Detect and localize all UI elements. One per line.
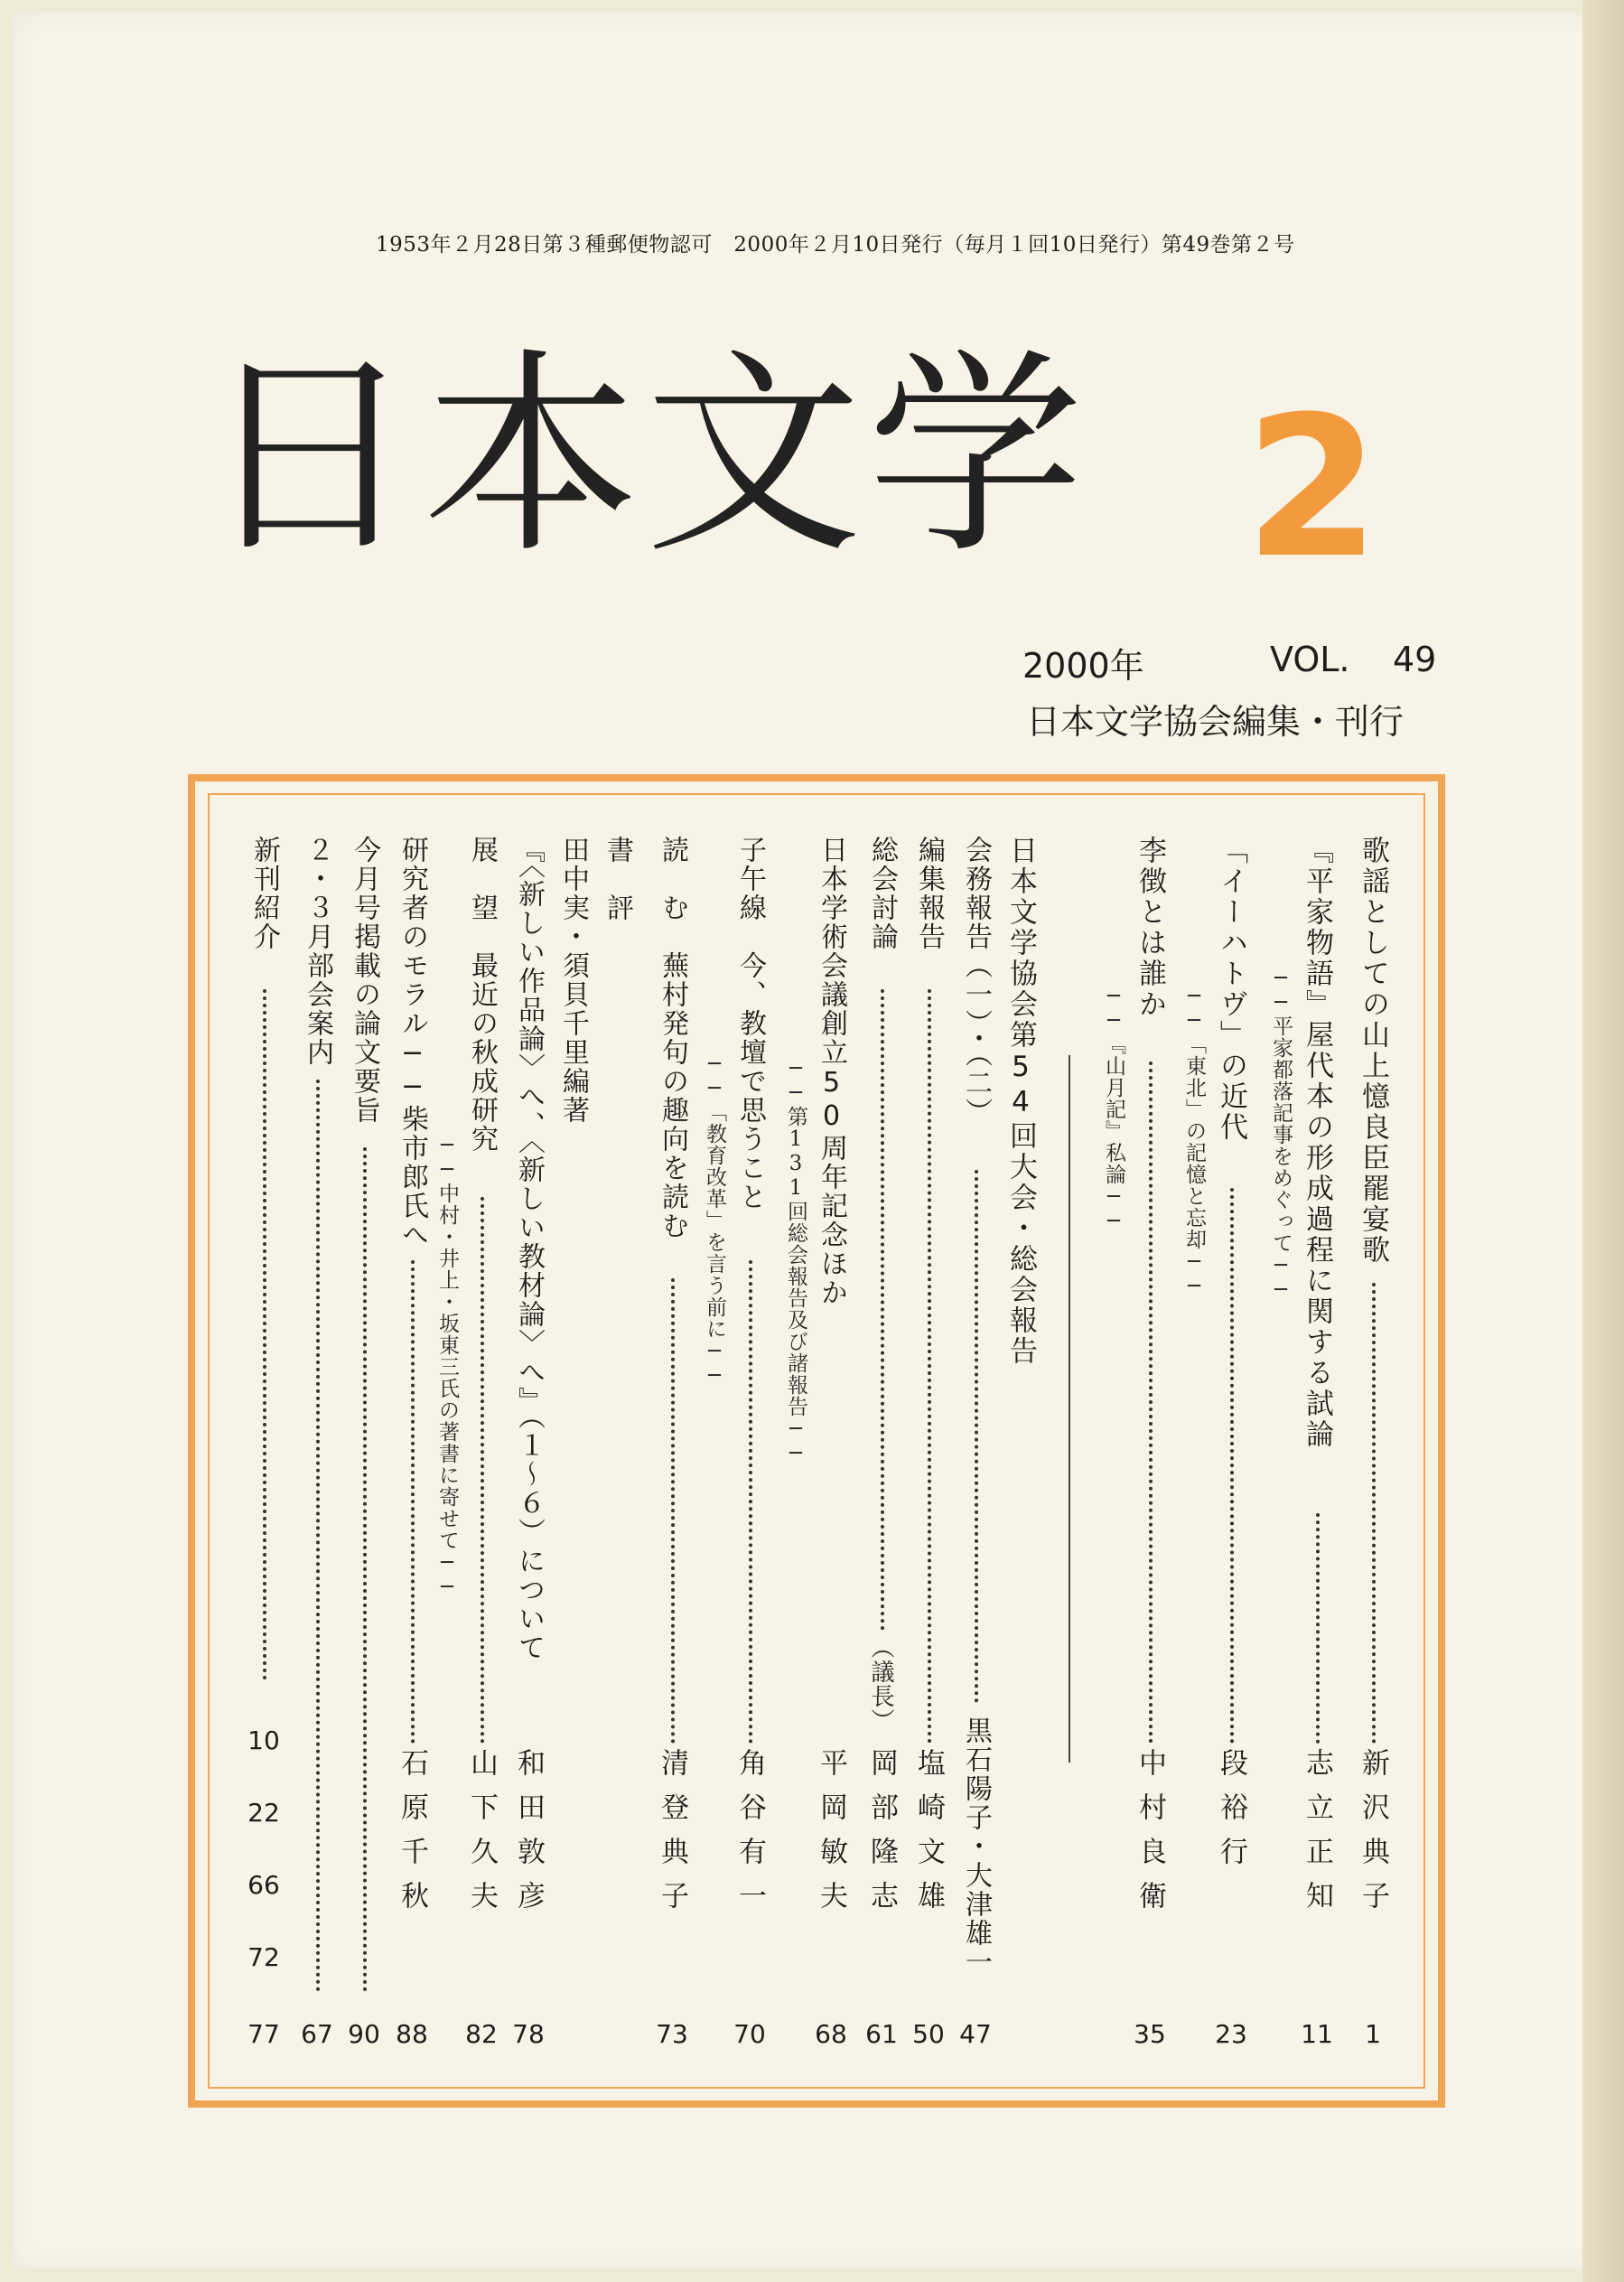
toc-entry-title: 展 望 最近の秋成研究 <box>466 836 498 1154</box>
toc-entry-title: 会務報告（一）・（二） <box>960 836 992 1127</box>
toc-entry-page: 82 <box>465 2019 498 2049</box>
leader-dots <box>316 1080 320 1992</box>
volume-label: VOL. <box>1270 640 1350 679</box>
toc-entry-title: 李徴とは誰か <box>1134 836 1166 1020</box>
leader-dots <box>1372 1283 1376 1744</box>
toc-entry-title: 研究者のモラル──柴市郎氏へ <box>397 836 428 1249</box>
leader-dots <box>975 1170 978 1703</box>
leader-dots <box>671 1278 675 1744</box>
leader-dots <box>928 989 931 1744</box>
toc-entry-subtitle: ──「東北」の記憶と忘却── <box>1182 985 1206 1299</box>
toc-entry-title: 日本学術会議創立50周年記念ほか <box>816 836 847 1307</box>
toc-entry-page: 68 <box>815 2019 847 2049</box>
toc-entry-page: 1 <box>1365 2019 1381 2049</box>
leader-dots <box>1149 1062 1153 1744</box>
toc-entry-author: 段裕行 <box>1215 1748 1247 1881</box>
toc-entry-title: 「イーハトヴ」の近代 <box>1215 836 1247 1143</box>
toc-entry-title: 書 評 <box>602 836 633 922</box>
toc-entry-author: 志立正知 <box>1301 1748 1333 1925</box>
toc-entry-page: 22 <box>247 1798 280 1828</box>
toc-entry-title: 新刊紹介 <box>248 836 280 951</box>
toc-entry-author: 清登典子 <box>656 1748 688 1925</box>
toc-entry-page: 88 <box>396 2019 428 2049</box>
toc-entry-author: 新沢典子 <box>1357 1748 1389 1925</box>
toc-entry-title: 『〈新しい作品論〉へ、〈新しい教材論〉へ』（１〜６）について <box>513 836 545 1662</box>
toc-entry-title: 日本文学協会第54回大会・総会報告 <box>1004 836 1037 1367</box>
toc-entry-page: 77 <box>247 2019 280 2049</box>
leader-dots <box>263 989 266 1680</box>
toc-entry-page: 90 <box>348 2019 380 2049</box>
toc-entry-page: 10 <box>247 1726 280 1755</box>
toc-entry-author: 和田敦彦 <box>512 1748 545 1925</box>
toc-entry-author: 中村良衛 <box>1134 1748 1166 1925</box>
leader-dots <box>749 1260 752 1744</box>
toc-entry-page: 23 <box>1215 2019 1247 2049</box>
journal-title: 日本文学 <box>201 330 1090 583</box>
toc-entry-title: 総会討論 <box>866 836 898 951</box>
toc-entry-title: 子午線 今、教壇で思うこと <box>734 836 766 1211</box>
toc-entry-title: ２・３月部会案内 <box>302 836 333 1067</box>
toc-entry-page: 73 <box>656 2019 688 2049</box>
toc-entry-author: 黒石陽子・大津雄一 <box>960 1716 992 1977</box>
toc-entry-title: 読 む 蕪村発句の趣向を読む <box>657 836 688 1240</box>
toc-entry-page: 61 <box>865 2019 898 2049</box>
leader-dots <box>881 989 884 1631</box>
toc-entry-page: 66 <box>247 1870 280 1900</box>
toc-entry-author: 山下久夫 <box>465 1748 498 1925</box>
toc-entry-page: 47 <box>959 2019 992 2049</box>
volume-number: 49 <box>1393 640 1437 679</box>
publication-year: 2000年 <box>1022 646 1144 686</box>
toc-entry-subtitle: ──第131回総会報告及び諸報告── <box>784 1057 807 1466</box>
toc-entry-page: 35 <box>1134 2019 1166 2049</box>
toc-entry-page: 11 <box>1301 2019 1333 2049</box>
toc-entry-subtitle: ──『山月記』私論── <box>1102 985 1125 1234</box>
publisher-line: 日本文学協会編集・刊行 <box>1026 702 1405 742</box>
chairperson-label: （議長） <box>867 1635 894 1733</box>
leader-dots <box>363 1147 367 1992</box>
toc-entry-title: 『平家物語』屋代本の形成過程に関する試論 <box>1301 836 1333 1450</box>
leader-dots <box>1230 1188 1234 1744</box>
issue-number: 2 <box>1245 374 1380 601</box>
toc-entry-title: 今月号掲載の論文要旨 <box>349 836 380 1125</box>
toc-entry-author: 塩崎文雄 <box>912 1748 945 1925</box>
leader-dots <box>481 1197 484 1744</box>
toc-entry-author: 石原千秋 <box>396 1748 428 1925</box>
toc-entry-author: 岡部隆志 <box>865 1748 898 1925</box>
postal-permit-line: 1953年２月28日第３種郵便物認可 2000年２月10日発行（毎月１回10日発行）第49巻第２号 <box>376 233 1295 257</box>
toc-column-divider <box>1069 1055 1070 1763</box>
toc-entry-title: 田中実・須貝千里編著 <box>557 836 589 1125</box>
toc-entry-subtitle: ──中村・井上・坂東三氏の著書に寄せて── <box>435 1134 459 1600</box>
toc-entry-page: 78 <box>512 2019 545 2049</box>
toc-entry-title: 歌謡としての山上憶良臣罷宴歌 <box>1357 836 1389 1266</box>
leader-dots <box>1316 1513 1320 1744</box>
cover-spine-edge <box>1582 0 1624 2282</box>
toc-entry-page: 72 <box>247 1942 280 1972</box>
toc-entry-author: 角谷有一 <box>733 1748 766 1925</box>
leader-dots <box>411 1260 415 1744</box>
toc-entry-title: 編集報告 <box>913 836 945 951</box>
toc-entry-author: 平岡敏夫 <box>815 1748 847 1925</box>
toc-entry-subtitle: ──「教育改革」を言う前に── <box>703 1052 726 1389</box>
toc-entry-subtitle: ──平家都落記事をめぐって── <box>1269 967 1293 1303</box>
toc-entry-page: 70 <box>733 2019 766 2049</box>
toc-entry-page: 50 <box>912 2019 945 2049</box>
toc-entry-page: 67 <box>301 2019 333 2049</box>
